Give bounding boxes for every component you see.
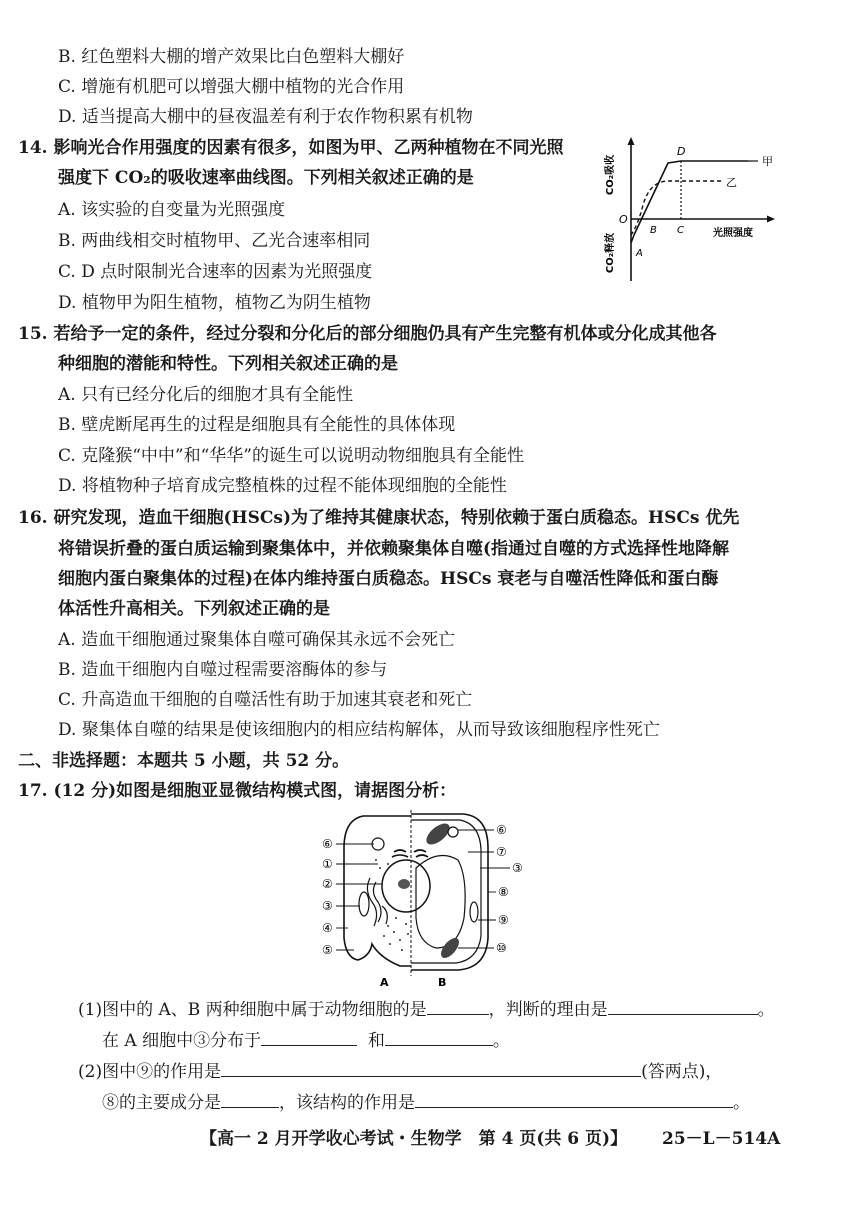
q14-option-a: A. 该实验的自变量为光照强度 xyxy=(58,200,286,220)
label-right-10: ⑩ xyxy=(496,941,507,955)
label-right-7: ⑦ xyxy=(496,845,507,859)
q17-stem: 17. (12 分)如图是细胞亚显微结构模式图，请据图分析： xyxy=(18,781,457,801)
organelle-6 xyxy=(448,827,458,837)
point-c-label: C xyxy=(677,225,684,236)
q17-p1-end: 。 xyxy=(757,1000,775,1020)
point-d-label: D xyxy=(677,145,686,158)
q16-option-d: D. 聚集体自噬的结果是使该细胞内的相应结构解体，从而导致该细胞程序性死亡 xyxy=(58,720,660,740)
q17-p1-text-e: 。 xyxy=(492,1031,510,1051)
q15-option-a: A. 只有已经分化后的细胞才具有全能性 xyxy=(58,385,354,405)
q15-option-d: D. 将植物种子培育成完整植株的过程不能体现细胞的全能性 xyxy=(58,476,507,496)
nucleolus xyxy=(398,879,410,889)
q16-stem-line3: 细胞内蛋白聚集体的过程)在体内维持蛋白质稳态。HSCs 衰老与自噬活性降低和蛋白酶 xyxy=(58,569,719,589)
q17-p2-text-c: ⑧的主要成分是 xyxy=(102,1093,221,1113)
cell-structure-diagram xyxy=(318,808,528,990)
q17-part1-line1 xyxy=(78,996,775,1022)
q13-option-c: C. 增施有机肥可以增强大棚中植物的光合作用 xyxy=(58,77,405,97)
label-right-3: ③ xyxy=(512,861,523,875)
q16-stem-line4: 体活性升高相关。下列叙述正确的是 xyxy=(58,599,330,619)
label-a: A xyxy=(380,976,389,989)
legend-jia: 甲 xyxy=(762,155,773,168)
q17-blank-reason[interactable] xyxy=(608,996,758,1015)
q14-option-c: C. D 点时限制光合速率的因素为光照强度 xyxy=(58,262,373,282)
q17-part2-line2 xyxy=(102,1089,750,1115)
q17-p1-text-a: (1)图中的 A、B 两种细胞中属于动物细胞的是 xyxy=(78,1000,427,1020)
y-label-uptake: CO₂吸收 xyxy=(605,154,616,196)
label-right-6: ⑥ xyxy=(496,823,507,837)
origin-label: O xyxy=(619,213,628,226)
x-axis-label: 光照强度 xyxy=(713,228,753,239)
q16-stem-line2: 将错误折叠的蛋白质运输到聚集体中，并依赖聚集体自噬(指通过自噬的方式选择性地降解 xyxy=(58,539,730,559)
q15-stem-line1: 15. 若给予一定的条件，经过分裂和分化后的部分细胞仍具有产生完整有机体或分化成其他各 xyxy=(18,324,717,344)
q14-option-d: D. 植物甲为阳生植物，植物乙为阴生植物 xyxy=(58,293,371,313)
mitochondrion-b xyxy=(470,902,478,922)
q17-blank-animal-cell[interactable] xyxy=(427,996,489,1015)
q17-p2-text-d: ，该结构的作用是 xyxy=(279,1093,415,1113)
cell-b-membrane xyxy=(411,820,481,963)
q17-part2-line1 xyxy=(78,1058,722,1084)
q17-p1-text-c: 在 A 细胞中③分布于 xyxy=(102,1031,262,1051)
label-right-9: ⑨ xyxy=(498,913,509,927)
label-left-1: ① xyxy=(322,857,333,871)
golgi xyxy=(392,850,428,857)
label-left-4: ④ xyxy=(322,921,333,935)
label-left-6: ⑥ xyxy=(322,837,333,851)
q17-p1-text-d: 和 xyxy=(367,1031,385,1051)
label-left-3: ③ xyxy=(322,899,333,913)
label-left-5: ⑤ xyxy=(322,943,333,957)
q16-stem-line1: 16. 研究发现，造血干细胞(HSCs)为了维持其健康状态，特别依赖于蛋白质稳态。HSCs 优先 xyxy=(18,508,740,528)
q15-option-c: C. 克隆猴“中中”和“华华”的诞生可以说明动物细胞具有全能性 xyxy=(58,446,524,466)
legend-yi: 乙 xyxy=(726,176,737,189)
q17-part1-line2 xyxy=(102,1027,510,1053)
q17-blank-location-2[interactable] xyxy=(385,1027,493,1046)
x-axis-arrow xyxy=(767,216,775,223)
q17-p2-text-e: 。 xyxy=(733,1093,750,1113)
vacuole xyxy=(416,856,465,949)
q17-blank-component-8[interactable] xyxy=(221,1089,279,1108)
y-axis-arrow xyxy=(628,137,635,145)
y-label-release: CO₂释放 xyxy=(605,232,616,274)
section-2-heading: 二、非选择题：本题共 5 小题，共 52 分。 xyxy=(18,751,350,771)
q16-option-a: A. 造血干细胞通过聚集体自噬可确保其永远不会死亡 xyxy=(58,630,456,650)
q16-option-b: B. 造血干细胞内自噬过程需要溶酶体的参与 xyxy=(58,660,388,680)
q17-blank-function-9[interactable] xyxy=(221,1058,641,1077)
q15-option-b: B. 壁虎断尾再生的过程是细胞具有全能性的具体体现 xyxy=(58,415,456,435)
q15-stem-line2: 种细胞的潜能和特性。下列相关叙述正确的是 xyxy=(58,354,398,374)
endoplasmic-reticulum xyxy=(367,878,387,926)
q17-blank-role-8[interactable] xyxy=(415,1089,733,1108)
q17-p2-text-a: (2)图中⑨的作用是 xyxy=(78,1062,222,1082)
q13-option-d: D. 适当提高大棚中的昼夜温差有利于农作物积累有机物 xyxy=(58,107,473,127)
page-footer: 【高一 2 月开学收心考试・生物学 第 4 页(共 6 页)】 xyxy=(200,1129,628,1149)
point-a-label: A xyxy=(636,248,643,259)
label-left-2: ② xyxy=(322,877,333,891)
q17-p1-text-b: ，判断的理由是 xyxy=(488,1000,608,1020)
label-b: B xyxy=(438,976,447,989)
paper-code: 25－L－514A xyxy=(662,1129,781,1149)
q17-p2-text-b: (答两点)， xyxy=(641,1062,723,1082)
q13-option-b: B. 红色塑料大棚的增产效果比白色塑料大棚好 xyxy=(58,47,405,67)
label-right-8: ⑧ xyxy=(498,885,509,899)
q16-option-c: C. 升高造血干细胞的自噬活性有助于加速其衰老和死亡 xyxy=(58,690,473,710)
q14-stem-line2: 强度下 CO₂的吸收速率曲线图。下列相关叙述正确的是 xyxy=(58,168,474,188)
mitochondrion-a xyxy=(359,892,369,916)
q14-stem-line1: 14. 影响光合作用强度的因素有很多，如图为甲、乙两种植物在不同光照 xyxy=(18,138,564,158)
point-b-label: B xyxy=(650,225,657,236)
q14-option-b: B. 两曲线相交时植物甲、乙光合速率相同 xyxy=(58,231,371,251)
q17-blank-location-1[interactable] xyxy=(261,1027,357,1046)
q14-co2-graph xyxy=(598,135,778,285)
